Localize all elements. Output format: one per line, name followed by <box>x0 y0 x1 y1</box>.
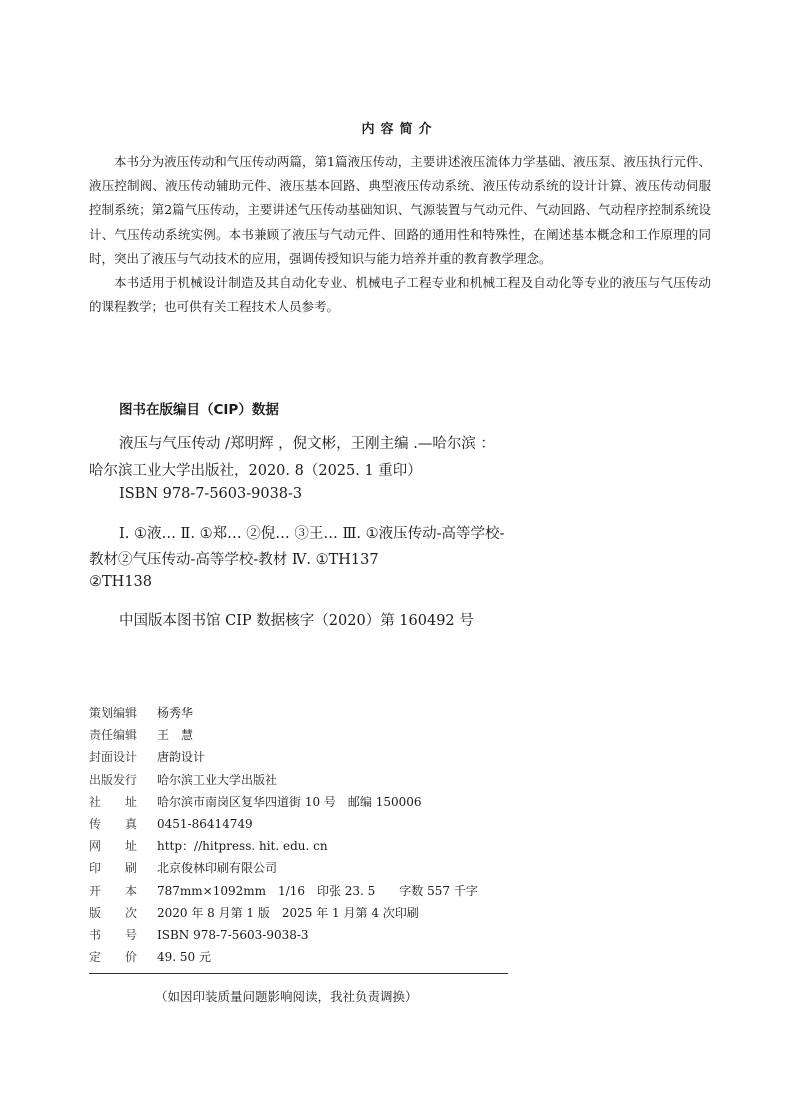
credit-value: 杨秀华 <box>157 706 194 720</box>
cip-line: Ⅰ. ①液… Ⅱ. ①郑… ②倪… ③王… Ⅲ. ①液压传动-高等学校- <box>119 526 505 542</box>
credit-value: 787mm×1092mm 1/16 印张 23. 5 字数 557 千字 <box>157 883 478 898</box>
credit-value: http：//hitpress. hit. edu. cn <box>157 839 328 854</box>
replacement-note: （如因印装质量问题影响阅读，我社负责调换） <box>155 989 418 1004</box>
credit-row <box>89 857 478 879</box>
divider-line <box>89 973 508 974</box>
intro-paragraph-1: 本书分为液压传动和气压传动两篇，第1篇液压传动，主要讲述液压流体力学基础、液压泵、液压执行元件、液压控制阀、液压传动辅助元件、液压基本回路、典型液压传动系统、液压传动系统的设计计算、液压传动伺服控制系统；第2篇气压传动，主要讲述气压传动基础知识、气源装置与气动元件、气动回路、气动程序控制系统设计、气压传动系统实例。本书兼顾了液压与气动元件、回路的通用性和特殊性，在阐述基本概念和工作原理的同时，突出了液压与气动技术的应用，强调传授知识与能力培养并重的教育教学理念。 <box>89 154 711 266</box>
credit-label: 网 址 <box>89 839 138 854</box>
credit-label: 开 本 <box>89 883 138 898</box>
credit-value: 哈尔滨工业大学出版社 <box>157 772 278 787</box>
credit-label: 传 真 <box>89 816 138 831</box>
credit-row <box>89 880 478 902</box>
credit-value: ISBN 978-7-5603-9038-3 <box>157 927 309 942</box>
credit-row <box>89 902 478 924</box>
credit-value: 49. 50 元 <box>157 950 211 965</box>
cip-line: ②TH138 <box>89 574 152 590</box>
cip-record-number: 中国版本图书馆 CIP 数据核字（2020）第 160492 号 <box>119 613 474 629</box>
credit-row <box>89 791 478 813</box>
cip-isbn: ISBN 978-7-5603-9038-3 <box>119 486 303 502</box>
credit-label: 出版发行 <box>89 772 138 787</box>
intro-text <box>89 150 711 319</box>
intro-paragraph-2: 本书适用于机械设计制造及其自动化专业、机械电子工程专业和机械工程及自动化等专业的液压与气压传动的课程教学；也可供有关工程技术人员参考。 <box>89 275 711 315</box>
credit-label: 责任编辑 <box>89 728 138 743</box>
credit-row <box>89 702 478 724</box>
credit-row <box>89 813 478 835</box>
credit-label: 封面设计 <box>89 750 138 765</box>
credit-value: 北京俊林印刷有限公司 <box>157 861 278 876</box>
credit-row <box>89 946 478 968</box>
cip-line: 哈尔滨工业大学出版社，2020. 8（2025. 1 重印） <box>89 463 422 479</box>
credit-row <box>89 724 478 746</box>
credit-label: 定 价 <box>89 950 138 965</box>
credit-value: 哈尔滨市南岗区复华四道街 10 号 邮编 150006 <box>157 794 422 809</box>
credit-value: 唐韵设计 <box>157 750 206 765</box>
cip-title: 图书在版编目（CIP）数据 <box>119 402 279 418</box>
credit-row <box>89 746 478 768</box>
credit-label: 版 次 <box>89 905 138 920</box>
credit-value: 0451-86414749 <box>157 816 253 831</box>
credit-value: 2020 年 8 月第 1 版 2025 年 1 月第 4 次印刷 <box>157 905 419 920</box>
credit-label: 印 刷 <box>89 861 138 876</box>
credit-label: 社 址 <box>89 794 138 809</box>
cip-line: 液压与气压传动 /郑明辉 ，倪文彬，王刚主编 .—哈尔滨 ： <box>119 436 495 452</box>
credit-label: 策划编辑 <box>89 706 138 720</box>
credit-row <box>89 924 478 946</box>
credit-value: 王 慧 <box>157 728 194 743</box>
cip-line: 教材②气压传动-高等学校-教材 Ⅳ. ①TH137 <box>89 552 379 568</box>
credit-label: 书 号 <box>89 927 138 942</box>
intro-title: 内容简介 <box>361 122 438 137</box>
credit-row <box>89 835 478 857</box>
credit-row <box>89 769 478 791</box>
credits-table <box>89 702 478 968</box>
